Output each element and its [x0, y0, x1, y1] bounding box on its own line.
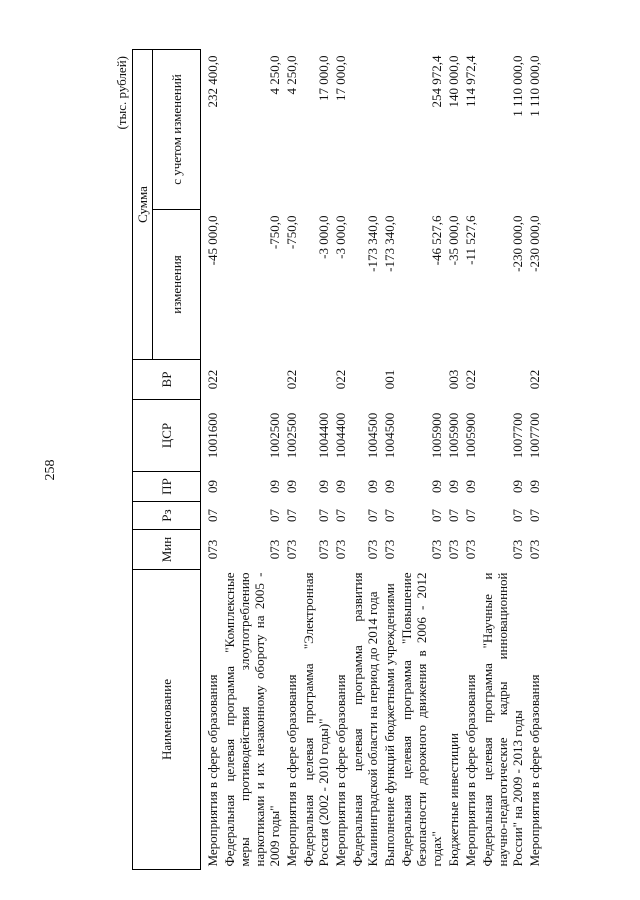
cell-rz: 07: [267, 509, 282, 522]
cell-csr: 1005900: [446, 412, 461, 459]
cell-with-change: 17 000,0: [316, 55, 331, 101]
cell-rz: 07: [429, 509, 444, 522]
cell-vr: [479, 360, 526, 400]
table-row: [221, 50, 283, 870]
cell-change: -230 000,0: [527, 215, 542, 272]
cell-min: 073: [527, 539, 542, 560]
table-row: [381, 50, 398, 870]
table-row: [526, 50, 543, 870]
cell-with-change: 17 000,0: [333, 55, 348, 101]
cell-min: 073: [463, 539, 478, 560]
cell-name: Мероприятия в сфере образования: [527, 674, 542, 867]
cell-csr: 1007700: [510, 412, 525, 459]
header-min: Мин: [133, 530, 201, 570]
cell-with-change: [349, 50, 381, 210]
cell-min: 073: [316, 539, 331, 560]
table-body: [201, 50, 544, 870]
cell-rz: 07: [527, 509, 542, 522]
cell-rz: 07: [316, 509, 331, 522]
cell-rz: 07: [365, 509, 380, 522]
cell-vr: [398, 360, 445, 400]
table-row: [349, 50, 381, 870]
cell-min: 073: [382, 539, 397, 560]
cell-csr: 1007700: [527, 412, 542, 459]
cell-vr: 022: [284, 369, 299, 390]
cell-name: Мероприятия в сфере образования: [284, 674, 299, 867]
cell-min: 073: [510, 539, 525, 560]
cell-csr: 1005900: [463, 412, 478, 459]
cell-vr: [300, 360, 332, 400]
cell-csr: 1005900: [429, 412, 444, 459]
cell-change: -230 000,0: [510, 215, 525, 272]
cell-with-change: 114 972,4: [463, 55, 478, 108]
header-change: изменения: [153, 210, 201, 360]
table-row: [462, 50, 479, 870]
cell-change: -46 527,6: [429, 215, 444, 266]
cell-with-change: 232 400,0: [205, 55, 220, 108]
cell-vr: 001: [382, 369, 397, 390]
cell-pr: 09: [333, 480, 348, 493]
cell-vr: 003: [446, 369, 461, 390]
cell-change: -35 000,0: [446, 215, 461, 266]
cell-pr: 09: [284, 480, 299, 493]
cell-csr: 1001600: [205, 412, 220, 459]
cell-pr: 09: [527, 480, 542, 493]
table-row: [332, 50, 349, 870]
header-name: Наименование: [133, 570, 201, 870]
cell-csr: 1004400: [316, 412, 331, 459]
table-row: [479, 50, 526, 870]
cell-pr: 09: [510, 480, 525, 493]
cell-rz: 07: [382, 509, 397, 522]
cell-vr: [349, 360, 381, 400]
table-row: [201, 50, 222, 870]
cell-vr: 022: [527, 369, 542, 390]
budget-table-region: [110, 50, 570, 870]
cell-min: 073: [284, 539, 299, 560]
cell-pr: 09: [205, 480, 220, 493]
cell-rz: 07: [284, 509, 299, 522]
cell-pr: 09: [463, 480, 478, 493]
cell-pr: 09: [382, 480, 397, 493]
cell-change: -173 340,0: [365, 215, 380, 272]
cell-name: Бюджетные инвестиции: [446, 733, 461, 867]
cell-vr: 022: [463, 369, 478, 390]
cell-min: 073: [429, 539, 444, 560]
cell-min: 073: [333, 539, 348, 560]
cell-rz: 07: [463, 509, 478, 522]
cell-name: Федеральная целевая программа "Повышение безопасности дорожного движения в 2006 - 2012 годах": [399, 572, 444, 867]
cell-name: Федеральная целевая программа развития Калининградской области на период до 2014 года: [350, 572, 380, 867]
cell-with-change: 4 250,0: [267, 55, 282, 95]
header-csr: ЦСР: [133, 400, 201, 472]
cell-name: Мероприятия в сфере образования: [205, 674, 220, 867]
units-note: (тыс. рублей): [114, 56, 129, 130]
cell-name: Мероприятия в сфере образования: [333, 674, 348, 867]
cell-vr: 022: [333, 369, 348, 390]
cell-csr: 1004500: [382, 412, 397, 459]
cell-min: 073: [205, 539, 220, 560]
cell-min: 073: [267, 539, 282, 560]
header-rz: Рз: [133, 502, 201, 530]
cell-change: -750,0: [267, 215, 282, 250]
cell-name: Федеральная целевая программа "Комплексные меры противодействия злоупотреблению наркотиками и их незаконному обороту на 2005 - 2009 годы": [222, 572, 282, 867]
cell-pr: 09: [446, 480, 461, 493]
cell-with-change: 140 000,0: [446, 55, 461, 108]
cell-csr: 1004400: [333, 412, 348, 459]
page-number: 258: [43, 459, 58, 481]
cell-change: -11 527,6: [463, 215, 478, 265]
cell-csr: 1004500: [365, 412, 380, 459]
cell-with-change: [381, 50, 398, 210]
cell-pr: 09: [365, 480, 380, 493]
cell-with-change: 1 110 000,0: [527, 55, 542, 117]
cell-min: 073: [446, 539, 461, 560]
header-sum: Сумма: [133, 50, 153, 360]
cell-vr: [221, 360, 283, 400]
cell-rz: 07: [510, 509, 525, 522]
cell-pr: 09: [429, 480, 444, 493]
header-vr: ВР: [133, 360, 201, 400]
cell-change: -3 000,0: [333, 215, 348, 259]
cell-min: 073: [365, 539, 380, 560]
header-pr: ПР: [133, 472, 201, 502]
cell-with-change: 254 972,4: [429, 55, 444, 108]
cell-with-change: 4 250,0: [284, 55, 299, 95]
cell-rz: 07: [333, 509, 348, 522]
cell-rz: 07: [446, 509, 461, 522]
table-row: [398, 50, 445, 870]
cell-csr: 1002500: [267, 412, 282, 459]
cell-csr: 1002500: [284, 412, 299, 459]
budget-table: [132, 49, 543, 870]
cell-name: Федеральная целевая программа "Научные и научно-педагогические кадры инновационной России" на 2009 - 2013 годы: [480, 572, 525, 867]
table-row: [300, 50, 332, 870]
cell-vr: 022: [205, 369, 220, 390]
cell-name: Выполнение функций бюджетными учреждениями: [382, 583, 397, 867]
cell-change: -45 000,0: [205, 215, 220, 266]
cell-pr: 09: [316, 480, 331, 493]
table-header: [133, 50, 201, 870]
cell-change: -3 000,0: [316, 215, 331, 259]
cell-pr: 09: [267, 480, 282, 493]
table-row: [445, 50, 462, 870]
cell-change: -173 340,0: [382, 215, 397, 272]
cell-with-change: 1 110 000,0: [510, 55, 525, 117]
cell-change: -750,0: [284, 215, 299, 250]
cell-rz: 07: [205, 509, 220, 522]
table-row: [283, 50, 300, 870]
cell-name: Федеральная целевая программа "Электронная Россия (2002 - 2010 годы)": [301, 572, 331, 867]
cell-name: Мероприятия в сфере образования: [463, 674, 478, 867]
header-with-change: с учетом изменений: [153, 50, 201, 210]
